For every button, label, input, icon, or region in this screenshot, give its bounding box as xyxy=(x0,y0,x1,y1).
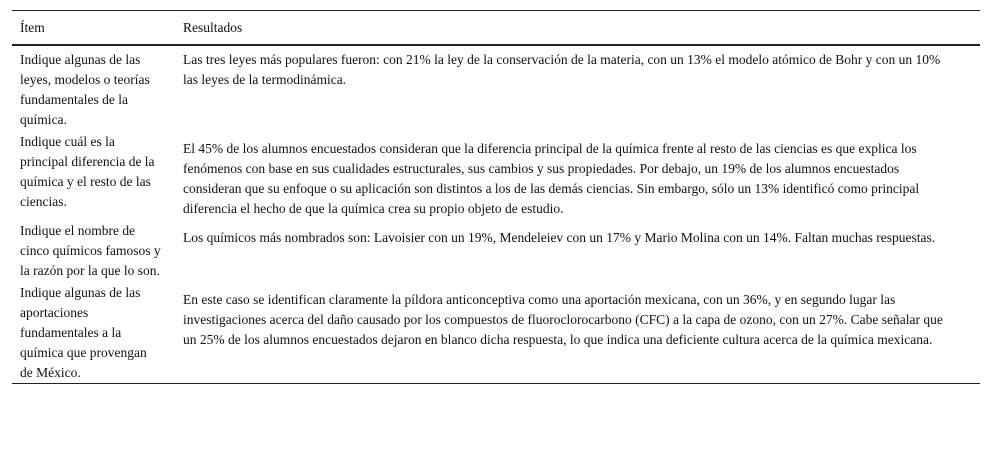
header-item: Ítem xyxy=(20,20,45,35)
table-row xyxy=(12,45,980,130)
table-body xyxy=(12,45,980,384)
table-row xyxy=(12,130,980,219)
results-table-container xyxy=(12,10,980,384)
row-result-cell: El 45% de los alumnos encuestados consideran que la diferencia principal de la química frente al resto de las ciencias es que explica los fenómenos con base en sus cualidades estructurales, sus cambios y sus propiedades. Por debajo, un 19% de los alumnos encuestados consideran que su enfoque o su aplicación son distintos a los de las demás ciencias. Sin embargo, sólo un 13% identificó como principal diferencia el hecho de que la química crea su propio objeto de estudio. xyxy=(183,141,920,216)
row-item-cell: Indique algunas de las leyes, modelos o teorías fundamentales de la química. xyxy=(20,52,150,127)
row-result-cell: Los químicos más nombrados son: Lavoisier con un 19%, Mendeleiev con un 17% y Mario Molina con un 14%. Faltan muchas respuestas. xyxy=(183,230,936,245)
row-result-cell: En este caso se identifican claramente la píldora anticonceptiva como una aportación mexicana, con un 36%, y en segundo lugar las investigaciones acerca del daño causado por los compuestos de fluoroclorocarbono (CFC) a la capa de ozono, con un 27%. Cabe señalar que un 25% de los alumnos encuestados dejaron en blanco dicha respuesta, lo que indica una deficiente cultura acerca de la química mexicana. xyxy=(183,292,943,347)
header-results: Resultados xyxy=(183,20,243,35)
table-header xyxy=(12,11,980,46)
results-table xyxy=(12,10,980,384)
row-result-cell: Las tres leyes más populares fueron: con 21% la ley de la conservación de la materia, con un 13% el modelo atómico de Bohr y con un 10% las leyes de la termodinámica. xyxy=(183,52,941,87)
row-item-cell: Indique algunas de las aportaciones fundamentales a la química que provengan de México. xyxy=(20,285,147,380)
table-row xyxy=(12,219,980,281)
row-item-cell: Indique cuál es la principal diferencia de la química y el resto de las ciencias. xyxy=(20,134,155,209)
table-row xyxy=(12,281,980,384)
header-row xyxy=(12,11,980,46)
row-item-cell: Indique el nombre de cinco químicos famosos y la razón por la que lo son. xyxy=(20,223,161,278)
